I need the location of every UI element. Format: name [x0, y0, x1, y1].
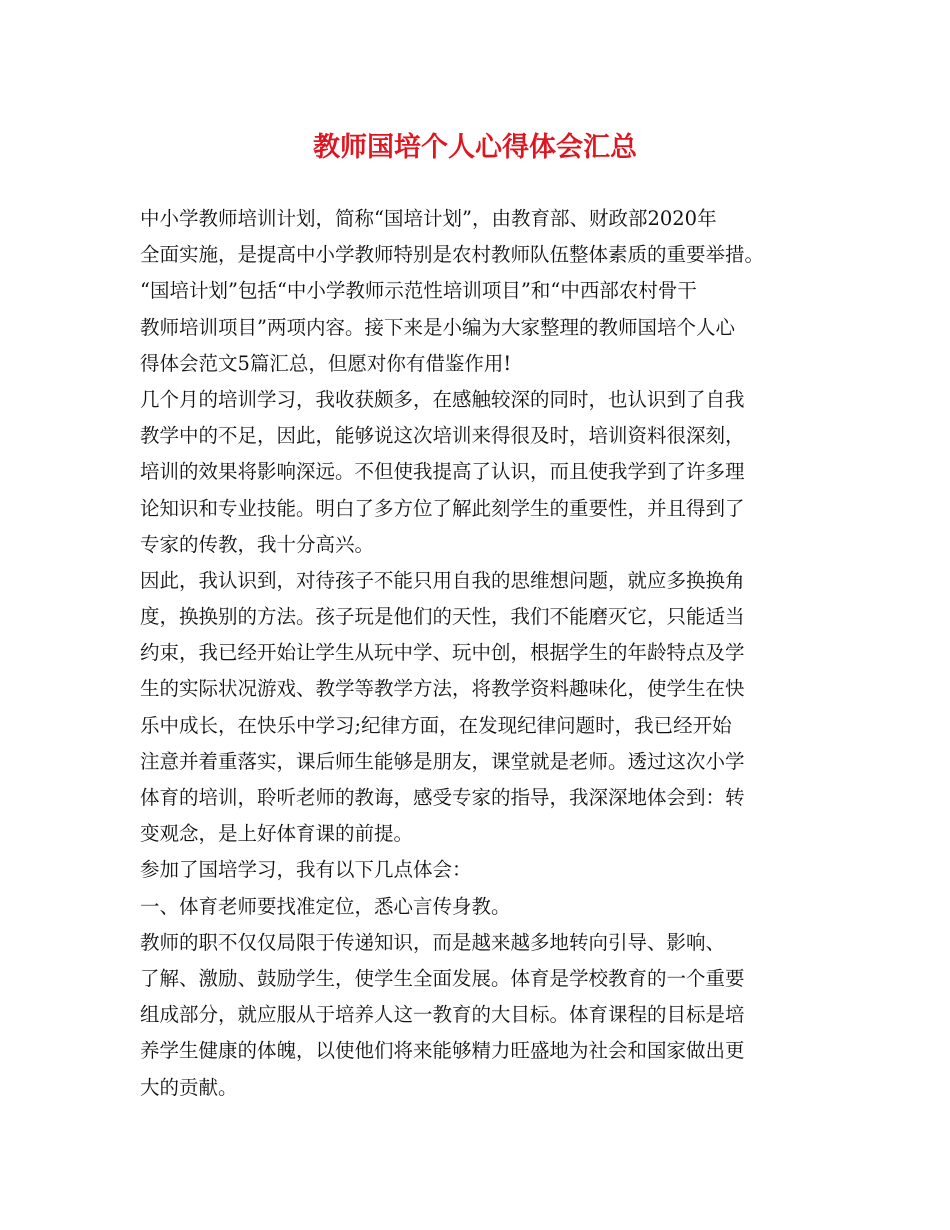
body-line: 全面实施，是提高中小学教师特别是农村教师队伍整体素质的重要举措。: [140, 243, 765, 267]
body-line: 约束，我已经开始让学生从玩中学、玩中创，根据学生的年龄特点及学: [140, 641, 745, 665]
body-line: 因此，我认识到，对待孩子不能只用自我的思维想问题，就应多换换角: [140, 568, 745, 592]
body-line: 教师的职不仅仅局限于传递知识，而是越来越多地转向引导、影响、: [140, 930, 726, 954]
body-line: 几个月的培训学习，我收获颇多，在感触较深的同时，也认识到了自我: [140, 387, 745, 411]
body-line: 论知识和专业技能。明白了多方位了解此刻学生的重要性，并且得到了: [140, 496, 745, 520]
body-line: 教学中的不足，因此，能够说这次培训来得很及时，培训资料很深刻，: [140, 424, 745, 448]
body-line: 一、体育老师要找准定位，悉心言传身教。: [140, 894, 511, 918]
body-line: 生的实际状况游戏、教学等教学方法，将教学资料趣味化，使学生在快: [140, 677, 745, 701]
body-line: 培训的效果将影响深远。不但使我提高了认识，而且使我学到了许多理: [140, 460, 745, 484]
body-line: “国培计划”包括“中小学教师示范性培训项目”和“中西部农村骨干: [140, 279, 697, 303]
body-line: 得体会范文5篇汇总，但愿对你有借鉴作用!: [140, 351, 512, 375]
body-line: 注意并着重落实，课后师生能够是朋友，课堂就是老师。透过这次小学: [140, 749, 745, 773]
body-line: 养学生健康的体魄，以使他们将来能够精力旺盛地为社会和国家做出更: [140, 1039, 745, 1063]
body-line: 体育的培训，聆听老师的教诲，感受专家的指导，我深深地体会到：转: [140, 786, 745, 809]
body-line: 组成部分，就应服从于培养人这一教育的大目标。体育课程的目标是培: [140, 1003, 745, 1027]
document-title: 教师国培个人心得体会汇总: [313, 132, 637, 163]
body-line: 度，换换别的方法。孩子玩是他们的天性，我们不能磨灭它，只能适当: [140, 605, 745, 629]
body-line: 专家的传教，我十分高兴。: [140, 532, 375, 556]
body-line: 教师培训项目”两项内容。接下来是小编为大家整理的教师国培个人心: [140, 315, 735, 339]
body-line: 大的贡献。: [140, 1075, 238, 1099]
body-line: 参加了国培学习，我有以下几点体会：: [140, 858, 472, 882]
body-line: 了解、激励、鼓励学生，使学生全面发展。体育是学校教育的一个重要: [140, 966, 745, 990]
body-line: 中小学教师培训计划，简称“国培计划”，由教育部、财政部2020年: [140, 207, 717, 230]
body-line: 变观念，是上好体育课的前提。: [140, 822, 414, 846]
document-body: [140, 201, 830, 1106]
body-line: 乐中成长，在快乐中学习;纪律方面，在发现纪律问题时，我已经开始: [140, 713, 732, 737]
